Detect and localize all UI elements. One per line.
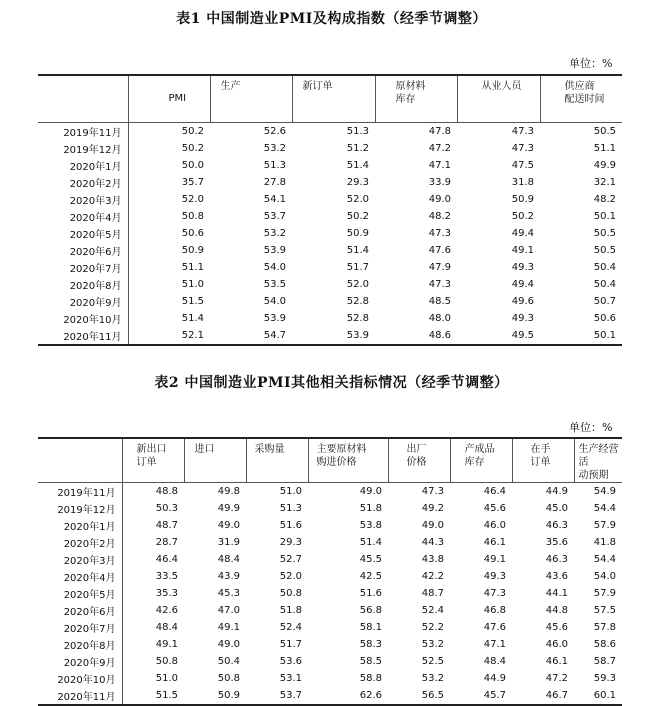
table2-cell: 46.7 xyxy=(512,687,574,705)
table1-cell: 52.0 xyxy=(346,194,369,205)
table1-row-label: 2020年4月 xyxy=(69,213,122,224)
table1-cell: 50.2 xyxy=(128,123,210,141)
table2-cell: 33.5 xyxy=(122,568,184,585)
table2-cell: 58.1 xyxy=(359,622,382,633)
table2-table-row xyxy=(38,687,622,705)
table2-cell: 57.9 xyxy=(593,588,616,599)
table2-row-label: 2020年11月 xyxy=(38,687,122,705)
table2-cell: 53.8 xyxy=(359,520,382,531)
table2-cell: 52.2 xyxy=(421,622,444,633)
table2-table-row xyxy=(38,483,622,501)
table2-cell: 44.3 xyxy=(421,537,444,548)
table2-cell: 45.6 xyxy=(545,622,568,633)
table2-cell: 51.0 xyxy=(279,486,302,497)
table2-cell: 56.8 xyxy=(359,605,382,616)
table1-cell: 53.2 xyxy=(263,228,286,239)
table2-cell: 45.0 xyxy=(545,503,568,514)
table2-cell: 35.6 xyxy=(545,537,568,548)
table1-table-row xyxy=(38,293,622,310)
table1-cell: 51.4 xyxy=(346,245,369,256)
table2-col-header: 在手 订单 xyxy=(512,438,574,483)
table2-cell: 46.0 xyxy=(483,520,506,531)
table2-cell: 49.1 xyxy=(122,636,184,653)
table1-cell: 29.3 xyxy=(346,177,369,188)
table1-cell: 49.4 xyxy=(511,279,534,290)
table2-table-row xyxy=(38,636,622,653)
table2-cell: 49.1 xyxy=(483,554,506,565)
table2-cell: 53.2 xyxy=(421,673,444,684)
table2-table-row xyxy=(38,653,622,670)
table1-cell: 48.2 xyxy=(593,194,616,205)
table1-cell: 50.5 xyxy=(593,126,616,137)
table2-row-label: 2019年11月 xyxy=(57,488,116,499)
table1-row-label: 2020年5月 xyxy=(69,230,122,241)
table1-cell: 51.0 xyxy=(128,276,210,293)
table2-cell: 51.4 xyxy=(359,537,382,548)
table1-row-label: 2020年1月 xyxy=(69,162,122,173)
table1-cell: 50.6 xyxy=(593,313,616,324)
table1-cell: 49.3 xyxy=(511,313,534,324)
table2-cell: 44.9 xyxy=(483,673,506,684)
table1-table-row xyxy=(38,174,622,191)
table2-cell: 58.8 xyxy=(359,673,382,684)
table1-cell: 49.0 xyxy=(428,194,451,205)
table1-cell: 47.9 xyxy=(428,262,451,273)
table2-col-header: 进口 xyxy=(184,438,246,483)
table1-cell: 51.1 xyxy=(128,259,210,276)
table1-cell: 49.1 xyxy=(511,245,534,256)
table1-row-label: 2020年7月 xyxy=(69,264,122,275)
table1-cell: 50.9 xyxy=(128,242,210,259)
table2-row-label: 2020年1月 xyxy=(63,522,116,533)
table2-cell: 47.1 xyxy=(483,639,506,650)
table2-cell: 48.7 xyxy=(122,517,184,534)
table2-cell: 54.4 xyxy=(593,554,616,565)
table2-row-label: 2020年2月 xyxy=(63,539,116,550)
table2-cell: 42.2 xyxy=(421,571,444,582)
table2-header-row xyxy=(38,438,622,483)
table2-row-label: 2020年10月 xyxy=(57,675,116,686)
table1-cell: 47.3 xyxy=(428,228,451,239)
table1-cell: 47.3 xyxy=(511,126,534,137)
table1-cell: 52.8 xyxy=(346,313,369,324)
table2-unit: 单位：% xyxy=(569,421,613,434)
table1-table-row xyxy=(38,327,622,345)
table2-cell: 51.8 xyxy=(359,503,382,514)
table2-cell: 43.6 xyxy=(545,571,568,582)
table1-cell: 51.2 xyxy=(346,143,369,154)
table1-table-row xyxy=(38,242,622,259)
table1-cell: 48.5 xyxy=(428,296,451,307)
table2-cell: 49.1 xyxy=(217,622,240,633)
table1-cell: 47.3 xyxy=(511,143,534,154)
table2-row-label: 2020年6月 xyxy=(63,607,116,618)
table2-table-row xyxy=(38,500,622,517)
table2-cell: 46.4 xyxy=(122,551,184,568)
table1-row-label: 2019年12月 xyxy=(63,145,122,156)
table1-row-label: 2020年3月 xyxy=(69,196,122,207)
table2-cell: 46.1 xyxy=(545,656,568,667)
table1-col-header: 生产 xyxy=(210,75,292,123)
table1-row-label: 2020年2月 xyxy=(69,179,122,190)
table2-cell: 43.8 xyxy=(421,554,444,565)
table1-cell: 53.2 xyxy=(263,143,286,154)
table2-cell: 47.0 xyxy=(217,605,240,616)
table2-cell: 54.4 xyxy=(593,503,616,514)
table1-cell: 53.9 xyxy=(263,313,286,324)
table1-table-row xyxy=(38,225,622,242)
table2-row-label: 2020年7月 xyxy=(63,624,116,635)
table1-header-corner xyxy=(38,75,128,123)
table1-cell: 50.0 xyxy=(128,157,210,174)
table2-cell: 58.7 xyxy=(593,656,616,667)
table2 xyxy=(38,437,622,706)
table2-cell: 53.6 xyxy=(279,656,302,667)
table2-cell: 56.5 xyxy=(388,687,450,705)
table1-cell: 32.1 xyxy=(593,177,616,188)
table2-cell: 46.8 xyxy=(483,605,506,616)
table2-cell: 46.3 xyxy=(545,554,568,565)
table2-table-row xyxy=(38,602,622,619)
table2-cell: 51.6 xyxy=(279,520,302,531)
table2-cell: 50.8 xyxy=(279,588,302,599)
table2-cell: 42.6 xyxy=(122,602,184,619)
table2-col-header: 生产经营活 动预期 xyxy=(574,438,622,483)
table1-cell: 35.7 xyxy=(128,174,210,191)
table1-col-header: 新订单 xyxy=(292,75,375,123)
table1-row-label: 2019年11月 xyxy=(63,128,122,139)
table2-cell: 50.9 xyxy=(184,687,246,705)
table2-cell: 48.4 xyxy=(122,619,184,636)
table2-cell: 28.7 xyxy=(122,534,184,551)
table1-cell: 31.8 xyxy=(511,177,534,188)
table2-cell: 50.4 xyxy=(217,656,240,667)
table1-cell: 52.0 xyxy=(128,191,210,208)
table1-cell: 48.2 xyxy=(428,211,451,222)
table2-cell: 54.0 xyxy=(593,571,616,582)
table1-cell: 50.2 xyxy=(128,140,210,157)
table2-cell: 51.3 xyxy=(279,503,302,514)
table1-cell: 47.2 xyxy=(428,143,451,154)
table2-col-header: 出厂 价格 xyxy=(388,438,450,483)
table1-cell: 50.4 xyxy=(593,262,616,273)
table1-cell: 47.6 xyxy=(428,245,451,256)
table2-cell: 44.1 xyxy=(545,588,568,599)
table2-col-header: 主要原材料 购进价格 xyxy=(308,438,388,483)
table2-table-row xyxy=(38,670,622,687)
table1-cell: 50.9 xyxy=(346,228,369,239)
table2-cell: 48.4 xyxy=(217,554,240,565)
table1-cell: 50.4 xyxy=(593,279,616,290)
table1-table-row xyxy=(38,140,622,157)
table1-table-row xyxy=(38,276,622,293)
table2-cell: 49.0 xyxy=(421,520,444,531)
table1-cell: 50.7 xyxy=(593,296,616,307)
table1-cell: 54.1 xyxy=(263,194,286,205)
table2-row-label: 2019年12月 xyxy=(57,505,116,516)
table1-cell: 47.8 xyxy=(428,126,451,137)
table2-cell: 46.3 xyxy=(545,520,568,531)
table2-table-row xyxy=(38,517,622,534)
table1-cell: 54.0 xyxy=(263,262,286,273)
table1-cell: 52.6 xyxy=(263,126,286,137)
table2-cell: 49.0 xyxy=(217,639,240,650)
table1-table-row xyxy=(38,191,622,208)
table2-cell: 51.6 xyxy=(359,588,382,599)
table1-unit: 单位：% xyxy=(569,57,613,70)
table2-cell: 51.5 xyxy=(122,687,184,705)
table1-cell: 47.1 xyxy=(428,160,451,171)
table1-cell: 53.9 xyxy=(263,245,286,256)
table1-cell: 51.4 xyxy=(346,160,369,171)
table2-cell: 51.8 xyxy=(279,605,302,616)
table2-title: 表2 中国制造业PMI其他相关指标情况（经季节调整） xyxy=(154,375,509,391)
table2-cell: 51.0 xyxy=(122,670,184,687)
table2-cell: 58.3 xyxy=(359,639,382,650)
table2-row-label: 2020年8月 xyxy=(63,641,116,652)
table1-cell: 49.5 xyxy=(457,327,540,345)
table2-cell: 50.8 xyxy=(122,653,184,670)
table2-cell: 57.8 xyxy=(593,622,616,633)
table1-table-row xyxy=(38,123,622,141)
table1-cell: 53.9 xyxy=(292,327,375,345)
table1-cell: 51.3 xyxy=(346,126,369,137)
table1-col-header: 原材料 库存 xyxy=(375,75,457,123)
table2-cell: 52.7 xyxy=(279,554,302,565)
table2-cell: 53.7 xyxy=(246,687,308,705)
table2-cell: 41.8 xyxy=(593,537,616,548)
table2-table-row xyxy=(38,619,622,636)
table2-cell: 52.4 xyxy=(279,622,302,633)
table1-cell: 49.3 xyxy=(511,262,534,273)
table1-title: 表1 中国制造业PMI及构成指数（经季节调整） xyxy=(176,11,487,27)
table2-cell: 44.8 xyxy=(545,605,568,616)
table2-cell: 43.9 xyxy=(217,571,240,582)
table1-table-row xyxy=(38,208,622,225)
table2-cell: 52.5 xyxy=(421,656,444,667)
table1-cell: 50.9 xyxy=(511,194,534,205)
table2-header-corner xyxy=(38,438,122,483)
table2-row-label: 2020年9月 xyxy=(63,658,116,669)
table2-cell: 31.9 xyxy=(217,537,240,548)
table1-cell: 52.1 xyxy=(128,327,210,345)
table2-cell: 49.8 xyxy=(217,486,240,497)
table2-cell: 59.3 xyxy=(593,673,616,684)
table2-table-row xyxy=(38,534,622,551)
table2-cell: 42.5 xyxy=(359,571,382,582)
table1-cell: 51.4 xyxy=(128,310,210,327)
table2-col-header: 产成品 库存 xyxy=(450,438,512,483)
table1-cell: 51.1 xyxy=(593,143,616,154)
table2-cell: 53.2 xyxy=(421,639,444,650)
table2-cell: 45.7 xyxy=(450,687,512,705)
table2-cell: 47.2 xyxy=(545,673,568,684)
table1-cell: 53.5 xyxy=(263,279,286,290)
table1-cell: 27.8 xyxy=(263,177,286,188)
table2-cell: 51.7 xyxy=(279,639,302,650)
table1-row-label: 2020年11月 xyxy=(38,327,128,345)
table1-cell: 50.2 xyxy=(511,211,534,222)
table1-cell: 54.0 xyxy=(263,296,286,307)
table2-cell: 45.5 xyxy=(359,554,382,565)
table2-cell: 52.4 xyxy=(421,605,444,616)
table2-cell: 46.1 xyxy=(483,537,506,548)
table2-cell: 47.3 xyxy=(421,486,444,497)
table1-cell: 52.8 xyxy=(346,296,369,307)
table2-cell: 29.3 xyxy=(279,537,302,548)
table1-cell: 47.3 xyxy=(428,279,451,290)
table2-cell: 53.1 xyxy=(279,673,302,684)
table1-cell: 49.4 xyxy=(511,228,534,239)
table1-table-row xyxy=(38,157,622,174)
table2-cell: 35.3 xyxy=(122,585,184,602)
table2-cell: 47.3 xyxy=(483,588,506,599)
table1-cell: 47.5 xyxy=(511,160,534,171)
table2-cell: 49.0 xyxy=(217,520,240,531)
table1-cell: 48.0 xyxy=(428,313,451,324)
table1-cell: 50.5 xyxy=(593,228,616,239)
table2-cell: 60.1 xyxy=(574,687,622,705)
table1-cell: 50.2 xyxy=(346,211,369,222)
table2-cell: 50.3 xyxy=(122,500,184,517)
table1-cell: 50.1 xyxy=(540,327,622,345)
table1-cell: 51.5 xyxy=(128,293,210,310)
table1-row-label: 2020年10月 xyxy=(63,315,122,326)
table1-col-header: PMI xyxy=(128,75,210,123)
table2-cell: 48.4 xyxy=(483,656,506,667)
table2-cell: 58.5 xyxy=(359,656,382,667)
table1-col-header: 供应商 配送时间 xyxy=(540,75,622,123)
table2-cell: 62.6 xyxy=(308,687,388,705)
table2-cell: 52.0 xyxy=(279,571,302,582)
table2-cell: 44.9 xyxy=(545,486,568,497)
table1-header-row xyxy=(38,75,622,123)
table2-cell: 45.3 xyxy=(217,588,240,599)
table2-cell: 49.2 xyxy=(421,503,444,514)
table2-table-row xyxy=(38,585,622,602)
table1-row-label: 2020年9月 xyxy=(69,298,122,309)
table2-cell: 58.6 xyxy=(593,639,616,650)
table1-cell: 49.9 xyxy=(593,160,616,171)
table1-cell: 54.7 xyxy=(210,327,292,345)
table2-cell: 46.0 xyxy=(545,639,568,650)
table1-row-label: 2020年6月 xyxy=(69,247,122,258)
table2-table-row xyxy=(38,551,622,568)
table1-table-row xyxy=(38,259,622,276)
table1-cell: 49.6 xyxy=(511,296,534,307)
table2-cell: 57.5 xyxy=(593,605,616,616)
table2-col-header: 新出口 订单 xyxy=(122,438,184,483)
table1-cell: 51.3 xyxy=(263,160,286,171)
table2-row-label: 2020年4月 xyxy=(63,573,116,584)
table2-row-label: 2020年5月 xyxy=(63,590,116,601)
table1-row-label: 2020年8月 xyxy=(69,281,122,292)
table1-cell: 52.0 xyxy=(346,279,369,290)
table2-cell: 49.3 xyxy=(483,571,506,582)
table1-table-row xyxy=(38,310,622,327)
table2-cell: 54.9 xyxy=(593,486,616,497)
table2-cell: 57.9 xyxy=(593,520,616,531)
table2-row-label: 2020年3月 xyxy=(63,556,116,567)
table2-col-header: 采购量 xyxy=(246,438,308,483)
table1-cell: 50.6 xyxy=(128,225,210,242)
table2-table-row xyxy=(38,568,622,585)
table1-cell: 51.7 xyxy=(346,262,369,273)
table1-cell: 53.7 xyxy=(263,211,286,222)
table1-cell: 48.6 xyxy=(375,327,457,345)
table1-cell: 50.1 xyxy=(593,211,616,222)
table2-cell: 48.8 xyxy=(122,483,184,501)
table1-col-header: 从业人员 xyxy=(457,75,540,123)
table1-cell: 33.9 xyxy=(428,177,451,188)
table2-cell: 48.7 xyxy=(421,588,444,599)
table1-cell: 50.8 xyxy=(128,208,210,225)
table2-cell: 50.8 xyxy=(217,673,240,684)
table1-cell: 50.5 xyxy=(593,245,616,256)
table2-cell: 49.9 xyxy=(217,503,240,514)
table2-cell: 45.6 xyxy=(483,503,506,514)
table2-cell: 46.4 xyxy=(483,486,506,497)
table2-cell: 49.0 xyxy=(359,486,382,497)
table1 xyxy=(38,74,622,346)
table2-cell: 47.6 xyxy=(483,622,506,633)
